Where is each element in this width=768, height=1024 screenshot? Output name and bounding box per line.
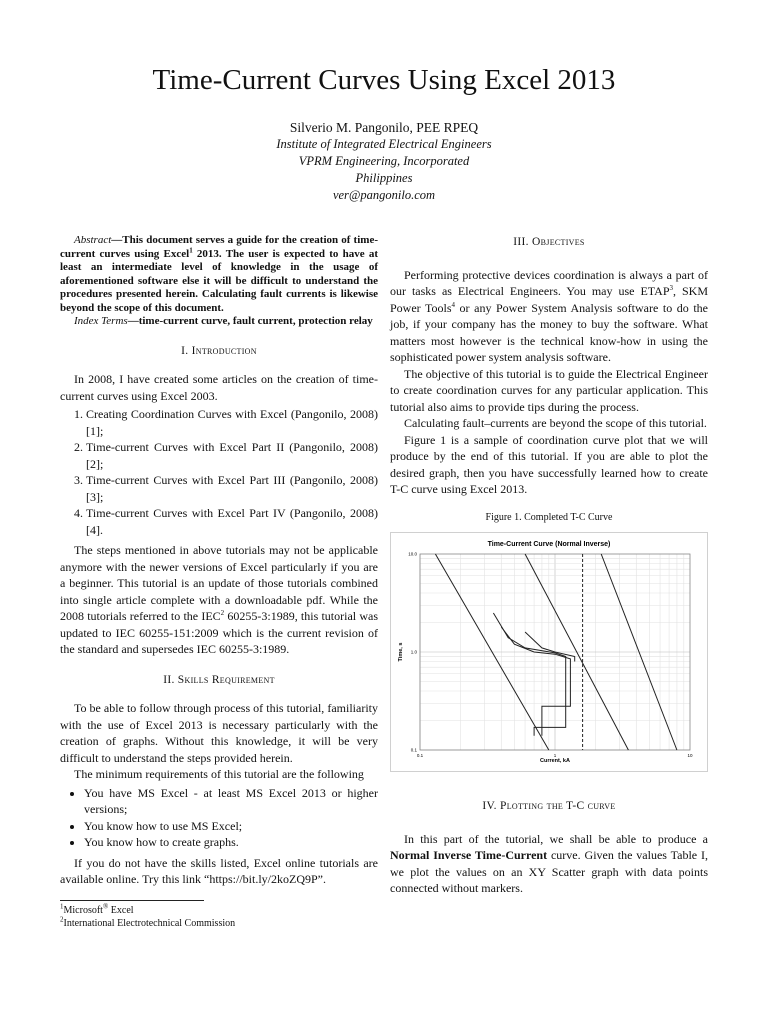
- paragraph: The minimum requirements of this tutorial are the following: [74, 767, 364, 781]
- chart-title: Time-Current Curve (Normal Inverse): [487, 541, 611, 548]
- footnote-ref: 2: [220, 609, 225, 617]
- footnote-ref: 3: [669, 284, 674, 292]
- footnote-rule: [60, 900, 204, 901]
- paragraph-text: 60255-3:1989, this tutorial was updated to IEC 60255-151:2009 which is the current revision of the standard and supersedes IEC 60255-3:1989.: [60, 609, 378, 656]
- footnote: [60, 904, 378, 917]
- footnote-num: 2: [60, 915, 64, 924]
- author-email[interactable]: ver@pangonilo.com: [332, 188, 436, 202]
- paragraph: The objective of this tutorial is to guide the Electrical Engineer to create coordination curves for any particular application. This tutorial also aims to provide tips during the process.: [390, 366, 708, 414]
- skills-list: [60, 785, 378, 851]
- author-name: Silverio M. Pangonilo, PEE RPEQ: [289, 120, 479, 135]
- x-tick-label: 1: [553, 753, 557, 758]
- list-item: • You have MS Excel - at least MS Excel 2013 or higher versions;: [84, 785, 378, 818]
- abstract: [60, 234, 378, 315]
- list-item: 3. Time-current Curves with Excel Part III (Pangonilo, 2008) [3];: [86, 472, 378, 505]
- footnote-num: 1: [60, 902, 64, 911]
- y-tick-label: 1.0: [410, 649, 417, 655]
- section-heading: II. Skills Requirement: [163, 673, 275, 686]
- abstract-label: Abstract: [74, 234, 112, 246]
- footnote-text: Excel: [108, 905, 134, 916]
- affiliation-line: VPRM Engineering, Incorporated: [298, 154, 470, 168]
- emphasis-text: Normal Inverse Time-Current: [390, 848, 548, 862]
- registered-mark: ®: [102, 902, 109, 911]
- list-item: • You know how to use MS Excel;: [84, 818, 378, 835]
- abstract-text: —This document serves a guide for the creation of time-current curves using Excel: [60, 234, 378, 260]
- paragraph: Figure 1 is a sample of coordination curve plot that we will produce by the end of this tutorial. If you are able to plot the desired graph, then you have successfully learned how to create T-C curve using Excel 2013.: [390, 432, 708, 496]
- paragraph-text: Performing protective devices coordination is always a part of our tasks as Electrical Engineers. You may use ETAP: [390, 267, 708, 298]
- paper-title: Time-Current Curves Using Excel 2013: [152, 64, 616, 96]
- section-heading: I. Introduction: [181, 344, 257, 357]
- right-column: [390, 234, 708, 897]
- footnotes: [60, 900, 378, 930]
- index-terms-text: —time-current curve, fault current, protection relay: [127, 315, 373, 327]
- list-item: 4. Time-current Curves with Excel Part IV (Pangonilo, 2008) [4].: [86, 505, 378, 538]
- reference-list: [60, 406, 378, 538]
- y-tick-label: 0.1: [410, 747, 417, 753]
- index-terms-label: Index Terms: [74, 315, 128, 327]
- footnote-text: Microsoft: [63, 905, 103, 916]
- paragraph-text: , SKM Power Tools: [390, 284, 709, 315]
- list-item: 1. Creating Coordination Curves with Excel (Pangonilo, 2008) [1];: [86, 406, 378, 439]
- y-axis-label: Time, s: [398, 642, 404, 662]
- y-tick-label: 10.0: [408, 551, 417, 557]
- paragraph: Calculating fault–currents are beyond the scope of this tutorial.: [404, 416, 707, 430]
- paragraph-text: curve. Given the values Table I, we plot the values on an XY Scatter graph with data points connected without markers.: [390, 848, 708, 895]
- x-tick-label: 10: [687, 753, 693, 758]
- footnote-ref: 4: [451, 300, 455, 309]
- figure-caption: Figure 1. Completed T-C Curve: [485, 511, 613, 523]
- x-tick-label: 0.1: [416, 753, 424, 758]
- paragraph: [390, 267, 708, 366]
- footnote: [60, 917, 378, 930]
- paragraph-text: In this part of the tutorial, we shall be able to produce a: [404, 831, 708, 846]
- list-item: • You know how to create graphs.: [84, 834, 378, 851]
- x-axis-label: Current, kA: [540, 758, 570, 764]
- paragraph: [390, 831, 708, 897]
- paragraph: In 2008, I have created some articles on the creation of time-current curves using Excel 2003.: [60, 372, 378, 403]
- paragraph: To be able to follow through process of this tutorial, familiarity with the use of Excel 2013 is necessary particularly with the creation of graphs. Without this knowledge, it will be very difficult to understand the steps provided herein.: [60, 701, 378, 765]
- paragraph: If you do not have the skills listed, Excel online tutorials are available online. Try this link “https://bit.ly/2koZQ9P”.: [60, 855, 378, 886]
- paragraph-text: or any Power System Analysis software to do the job, if your company has the money to buy the software. What matters most however is the technical know-how in using the sophisticated power system analysis software.: [390, 300, 708, 364]
- list-item: 2. Time-current Curves with Excel Part II (Pangonilo, 2008) [2];: [86, 439, 378, 472]
- section-heading: III. Objectives: [513, 236, 585, 248]
- affiliation-line: Institute of Integrated Electrical Engineers: [276, 137, 492, 151]
- abstract-text: 2013. The user is expected to have at least an intermediate level of knowledge in the usage of aforementioned software else it will be difficult to understand the procedures presented herein. Calculating fault currents is likewise beyond the scope of this document.: [60, 247, 378, 314]
- index-terms: [60, 315, 378, 329]
- footnote-text: International Electrotechnical Commission: [63, 918, 236, 929]
- paragraph-text: The steps mentioned in above tutorials may not be applicable anymore with the newer versions of Excel particularly if you are a beginner. This tutorial is an update of those tutorials combined into single article complete with a downloadable pdf. While the 2008 tutorials referred to the IEC: [60, 543, 378, 623]
- footnote-ref: 1: [189, 245, 193, 254]
- left-column: [60, 234, 378, 888]
- affiliation-block: [0, 136, 768, 204]
- tc-curve-chart: [390, 532, 708, 772]
- affiliation-line: Philippines: [355, 171, 413, 185]
- paragraph: [60, 542, 378, 658]
- section-heading: IV. Plotting the T-C curve: [482, 800, 616, 812]
